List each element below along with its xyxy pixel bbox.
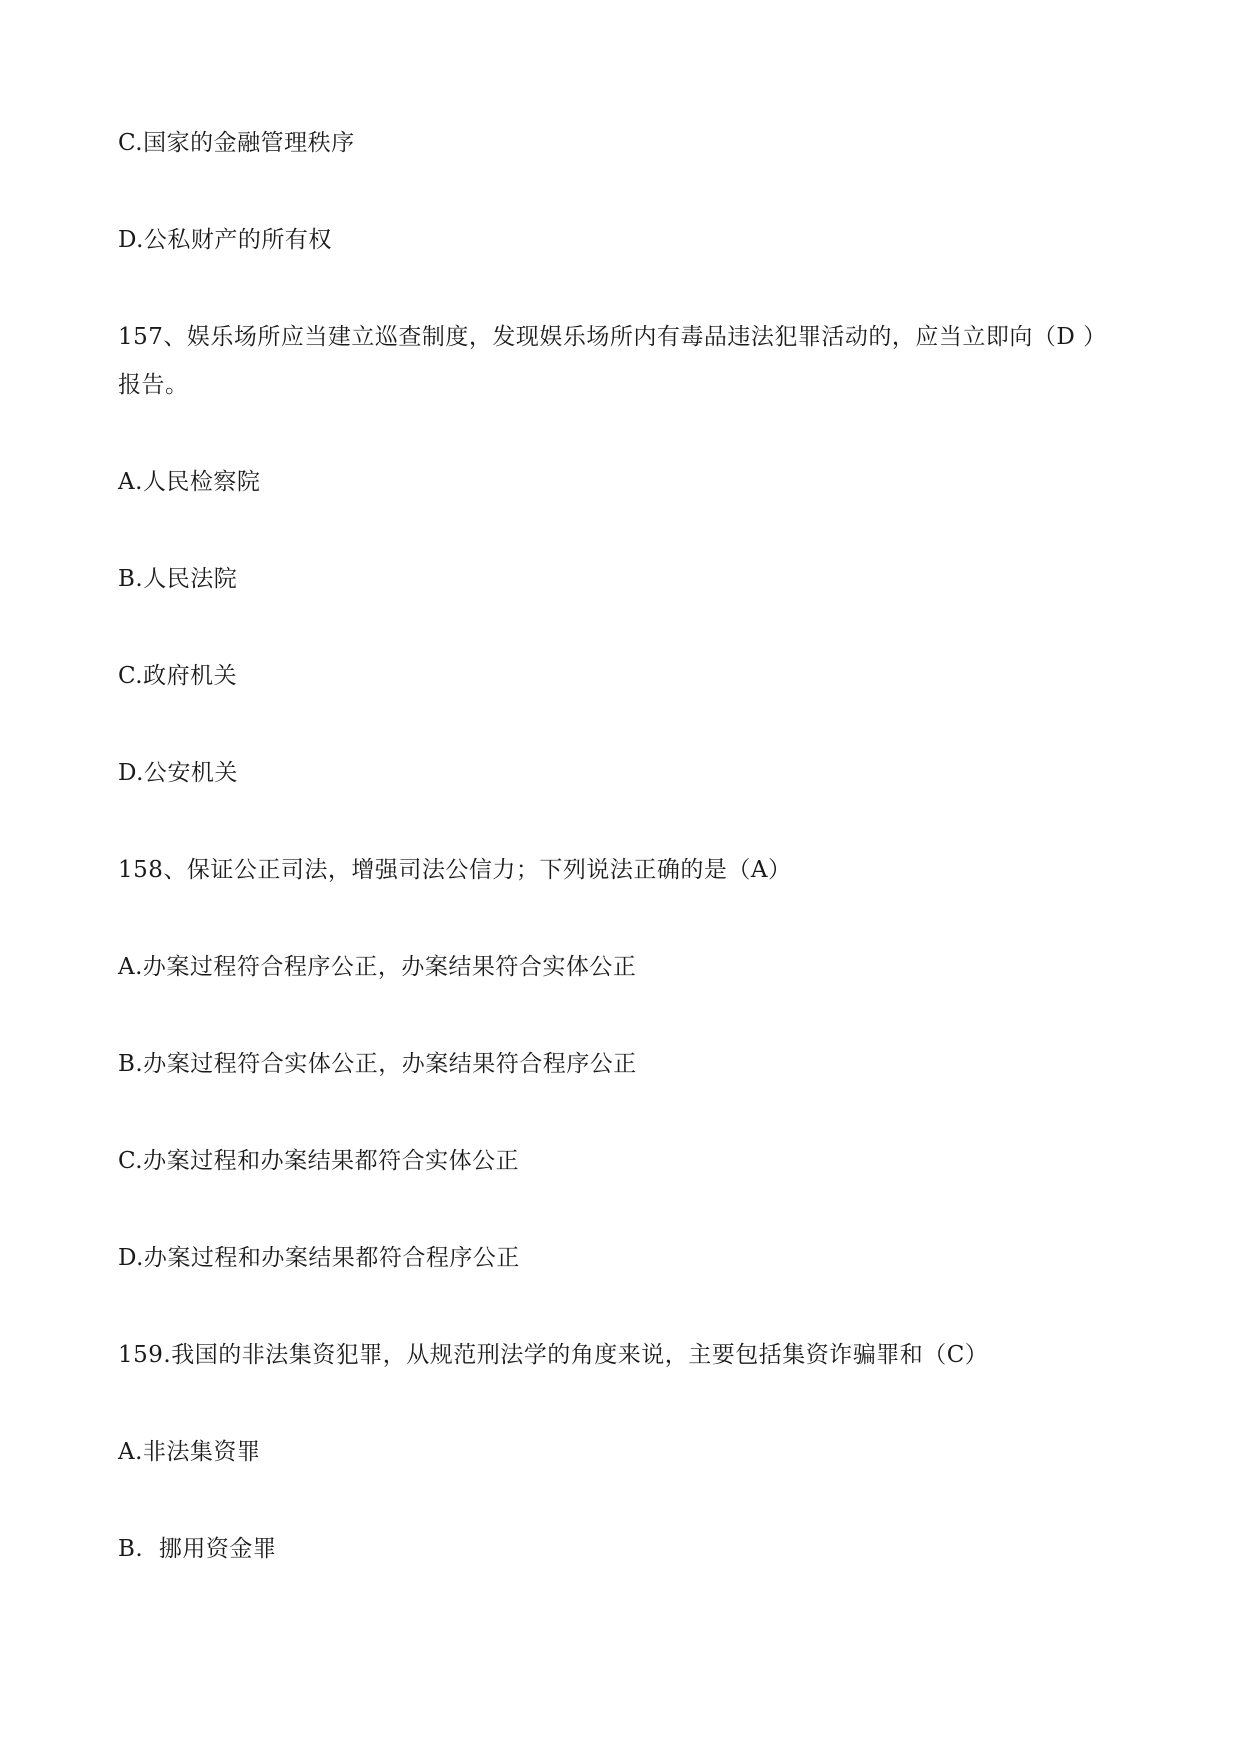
option-d-158: D.办案过程和办案结果都符合程序公正	[118, 1245, 520, 1271]
option-b-157: B.人民法院	[118, 566, 238, 592]
question-158: 158、保证公正司法，增强司法公信力；下列说法正确的是（A）	[118, 857, 792, 883]
question-159: 159.我国的非法集资犯罪，从规范刑法学的角度来说，主要包括集资诈骗罪和（C）	[118, 1342, 989, 1368]
option-c-156: C.国家的金融管理秩序	[118, 130, 355, 156]
option-b-158: B.办案过程符合实体公正，办案结果符合程序公正	[118, 1051, 637, 1077]
option-c-158: C.办案过程和办案结果都符合实体公正	[118, 1148, 520, 1174]
option-b-159: B. 挪用资金罪	[118, 1536, 277, 1562]
option-a-159: A.非法集资罪	[118, 1439, 261, 1465]
option-d-156: D.公私财产的所有权	[118, 227, 332, 253]
question-157: 157、娱乐场所应当建立巡查制度，发现娱乐场所内有毒品违法犯罪活动的，应当立即向（D ）	[118, 324, 1107, 350]
question-157-continuation: 报告。	[118, 372, 189, 398]
option-d-157: D.公安机关	[118, 760, 238, 786]
option-a-157: A.人民检察院	[118, 469, 261, 495]
option-a-158: A.办案过程符合程序公正，办案结果符合实体公正	[118, 954, 637, 980]
option-c-157: C.政府机关	[118, 663, 238, 689]
